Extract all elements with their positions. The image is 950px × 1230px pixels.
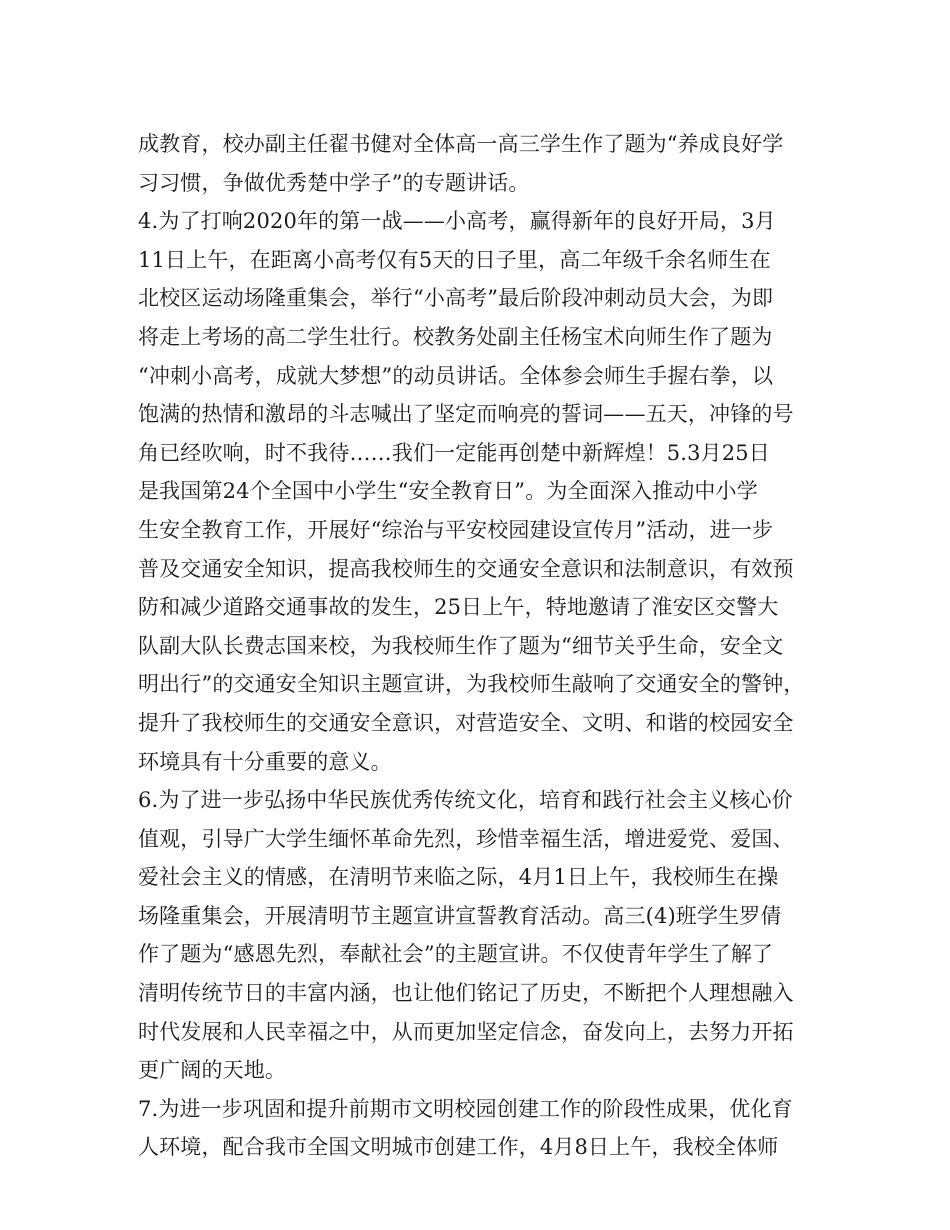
text-line: 4.为了打响2020年的第一战——小高考，赢得新年的良好开局，3月 (138, 209, 776, 234)
text-line: 防和减少道路交通事故的发生，25日上午，特地邀请了淮安区交警大 (138, 595, 779, 620)
text-line: 11日上午，在距离小高考仅有5天的日子里，高二年级千余名师生在 (138, 247, 771, 272)
text-line: 人环境，配合我市全国文明城市创建工作，4月8日上午，我校全体师 (138, 1135, 779, 1160)
text-line: 时代发展和人民幸福之中，从而更加坚定信念，奋发向上，去努力开拓 (138, 1019, 794, 1044)
text-line: 提升了我校师生的交通安全意识，对营造安全、文明、和谐的校园安全 (138, 710, 794, 735)
text-line: 普及交通安全知识，提高我校师生的交通安全意识和法制意识，有效预 (138, 556, 794, 581)
text-line: 场隆重集会，开展清明节主题宣讲宣誓教育活动。高三(4)班学生罗倩 (138, 903, 782, 928)
text-line: 值观，引导广大学生缅怀革命先烈，珍惜幸福生活，增进爱党、爱国、 (138, 826, 794, 851)
document-body (138, 125, 828, 1167)
text-line: 饱满的热情和激昂的斗志喊出了坚定而响亮的誓词——五天，冲锋的号 (138, 402, 794, 427)
text-line: 6.为了进一步弘扬中华民族优秀传统文化，培育和践行社会主义核心价 (138, 788, 793, 813)
text-line: 明出行”的交通安全知识主题宣讲，为我校师生敲响了交通安全的警钟， (138, 672, 805, 697)
text-line: 更广阔的天地。 (138, 1058, 287, 1083)
text-line: 习习惯，争做优秀楚中学子”的专题讲话。 (138, 170, 530, 195)
text-line: 环境具有十分重要的意义。 (138, 749, 392, 774)
text-line: 成教育，校办副主任翟书健对全体高一高三学生作了题为“养成良好学 (138, 132, 784, 156)
text-line: 清明传统节日的丰富内涵，也让他们铭记了历史，不断把个人理想融入 (138, 981, 794, 1006)
text-line: 北校区运动场隆重集会，举行“小高考”最后阶段冲刺动员大会，为即 (138, 286, 774, 311)
text-line: 7.为进一步巩固和提升前期市文明校园创建工作的阶段性成果，优化育 (138, 1096, 793, 1121)
text-line: 角已经吹响，时不我待……我们一定能再创楚中新辉煌！5.3月25日 (138, 440, 770, 465)
text-line: 队副大队长费志国来校，为我校师生作了题为“细节关乎生命，安全文 (138, 633, 784, 658)
text-line: 爱社会主义的情感，在清明节来临之际，4月1日上午，我校师生在操 (138, 865, 779, 890)
text-line: 是我国第24个全国中小学生“安全教育日”。为全面深入推动中小学 (138, 479, 758, 504)
text-line: 将走上考场的高二学生壮行。校教务处副主任杨宝术向师生作了题为 (138, 324, 773, 349)
text-line: 作了题为“感恩先烈，奉献社会”的主题宣讲。不仅使青年学生了解了 (138, 942, 774, 967)
text-line: “冲刺小高考，成就大梦想”的动员讲话。全体参会师生手握右拳，以 (138, 363, 774, 388)
text-line: 生安全教育工作，开展好“综治与平安校园建设宣传月”活动，进一步 (138, 517, 774, 542)
